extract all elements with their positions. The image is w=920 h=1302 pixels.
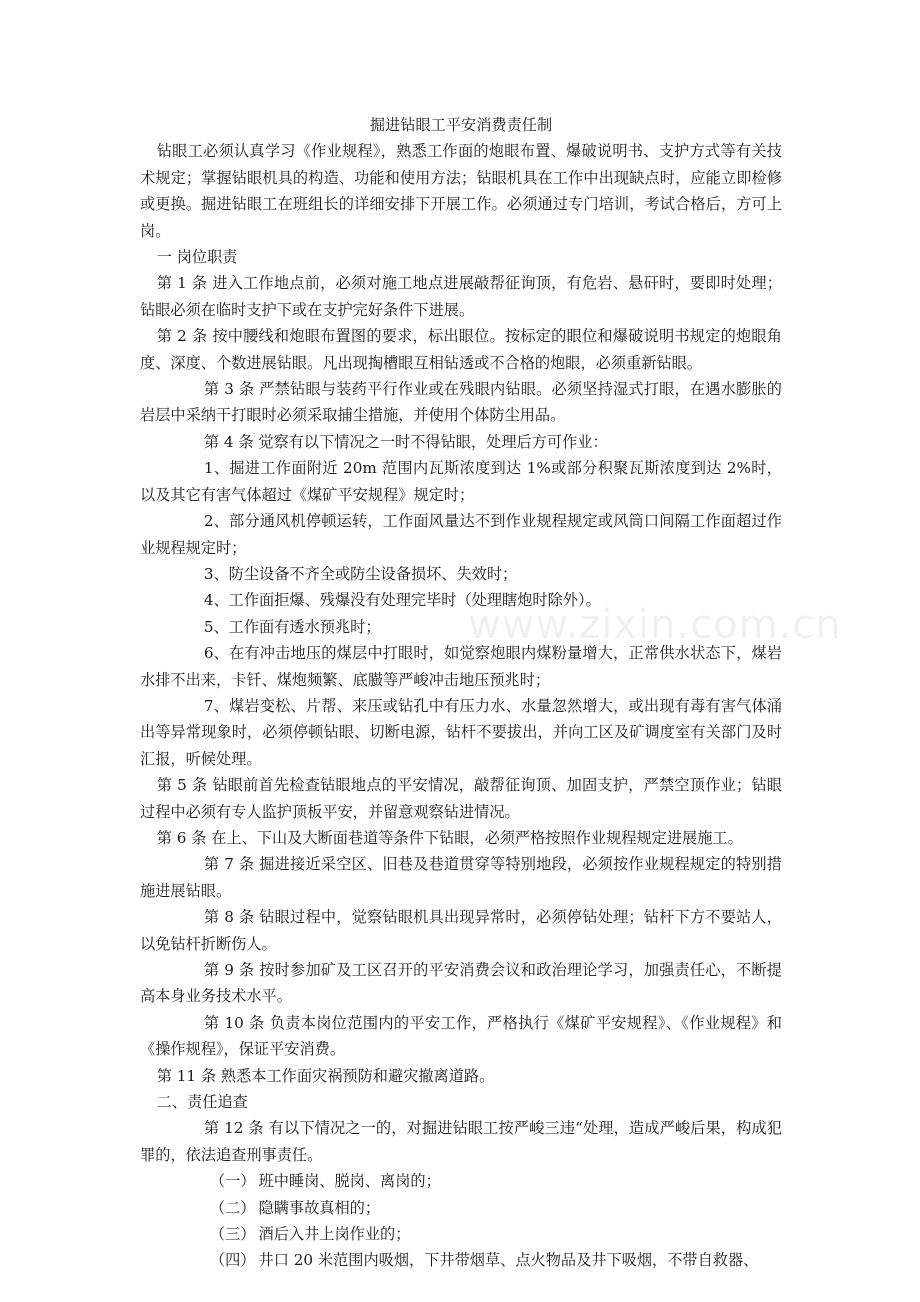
article-12-item	[140, 1195, 782, 1221]
item-number: （四）	[209, 1251, 256, 1270]
article-4-item: 2、部分通风机停顿运转，工作面风量达不到作业规程规定或风筒口间隔工作面超过作业规程规定时；	[140, 512, 782, 557]
article-4-item: 1、掘进工作面附近 20m 范围内瓦斯浓度到达 1%或部分积聚瓦斯浓度到达 2%时，以及其它有害气体超过《煤矿平安规程》规定时；	[140, 459, 782, 504]
article-4: 第 4 条 觉察有以下情况之一时不得钻眼，处理后方可作业：	[203, 432, 608, 451]
article-9: 第 9 条 按时参加矿及工区召开的平安消费会议和政治理论学习，加强责任心，不断提高本身业务技术水平。	[140, 961, 782, 1006]
article-4-item: 5、工作面有透水预兆时；	[203, 617, 381, 636]
article-6: 第 6 条 在上、下山及大断面巷道等条件下钻眼，必须严格按照作业规程规定进展施工。	[156, 828, 743, 847]
article-8: 第 8 条 钻眼过程中，觉察钻眼机具出现异常时，必须停钻处理；钻杆下方不要站人，以免钻杆折断伤人。	[140, 908, 782, 953]
article-12-item	[140, 1247, 782, 1273]
article-10: 第 10 条 负责本岗位范围内的平安工作，严格执行《煤矿平安规程》、《作业规程》和《操作规程》，保证平安消费。	[140, 1013, 782, 1059]
article-5: 第 5 条 钻眼前首先检查钻眼地点的平安情况，敲帮征询顶、加固支护，严禁空顶作业；钻眼过程中必须有专人监护顶板平安，并留意观察钻进情况。	[140, 776, 782, 821]
article-3: 第 3 条 严禁钻眼与装药平行作业或在残眼内钻眼。必须坚持湿式打眼，在遇水膨胀的岩层中采纳干打眼时必须采取捕尘措施，并使用个体防尘用品。	[140, 380, 782, 425]
article-12-item	[140, 1168, 782, 1194]
intro-paragraph: 钻眼工必须认真学习《作业规程》，熟悉工作面的炮眼布置、爆破说明书、支护方式等有关技术规定；掌握钻眼机具的构造、功能和使用方法；钻眼机具在工作中出现缺点时，应能立即检修或更换。掘进钻眼工在班组长的详细安排下开展工作。必须通过专门培训，考试合格后，方可上岗。	[140, 142, 782, 240]
item-text: 酒后入井上岗作业的；	[258, 1225, 411, 1244]
item-number: （二）	[209, 1198, 256, 1217]
article-4-item: 4、工作面拒爆、残爆没有处理完毕时（处理瞎炮时除外）。	[203, 591, 601, 610]
article-4-item: 6、在有冲击地压的煤层中打眼时，如觉察炮眼内煤粉量增大，正常供水状态下，煤岩水排不出来，卡钎、煤炮频繁、底臌等严峻冲击地压预兆时；	[140, 644, 782, 689]
item-number: （三）	[209, 1225, 256, 1244]
article-12: 第 12 条 有以下情况之一的，对掘进钻眼工按严峻三违“处理，造成严峻后果，构成犯罪的，依法追查刑事责任。	[140, 1119, 782, 1164]
section-heading-accountability: 二、责任追查	[156, 1093, 248, 1112]
document-title: 掘进钻眼工平安消费责任制	[369, 116, 553, 134]
article-4-item: 3、防尘设备不齐全或防尘设备损坏、失效时；	[203, 564, 518, 583]
item-text: 隐瞒事故真相的；	[258, 1198, 381, 1217]
watermark: www.zixin.com.cn	[468, 602, 842, 648]
article-12-item	[140, 1221, 782, 1247]
article-7: 第 7 条 掘进接近采空区、旧巷及巷道贯穿等特别地段，必须按作业规程规定的特别措施进展钻眼。	[140, 855, 782, 900]
article-1: 第 1 条 进入工作地点前，必须对施工地点进展敲帮征询顶，有危岩、悬矸时，要即时处理；钻眼必须在临时支护下或在支护完好条件下进展。	[140, 274, 782, 319]
item-number: （一）	[209, 1172, 256, 1191]
article-4-item: 7、煤岩变松、片帮、来压或钻孔中有压力水、水量忽然增大，或出现有毒有害气体涌出等异常现象时，必须停顿钻眼、切断电源，钻杆不要拔出，并向工区及矿调度室有关部门及时汇报，听候处理。	[140, 696, 782, 768]
article-2: 第 2 条 按中腰线和炮眼布置图的要求，标出眼位。按标定的眼位和爆破说明书规定的炮眼角度、深度、个数进展钻眼。凡出现掏槽眼互相钻透或不合格的炮眼，必须重新钻眼。	[140, 327, 782, 372]
item-text: 班中睡岗、脱岗、离岗的；	[258, 1172, 441, 1191]
item-text: 井口 20 米范围内吸烟，下井带烟草、点火物品及井下吸烟，不带自救器、	[258, 1251, 759, 1270]
section-heading-duties: 一 岗位职责	[156, 248, 238, 267]
document-page	[140, 112, 782, 1274]
article-11: 第 11 条 熟悉本工作面灾祸预防和避灾撤离道路。	[156, 1066, 495, 1085]
